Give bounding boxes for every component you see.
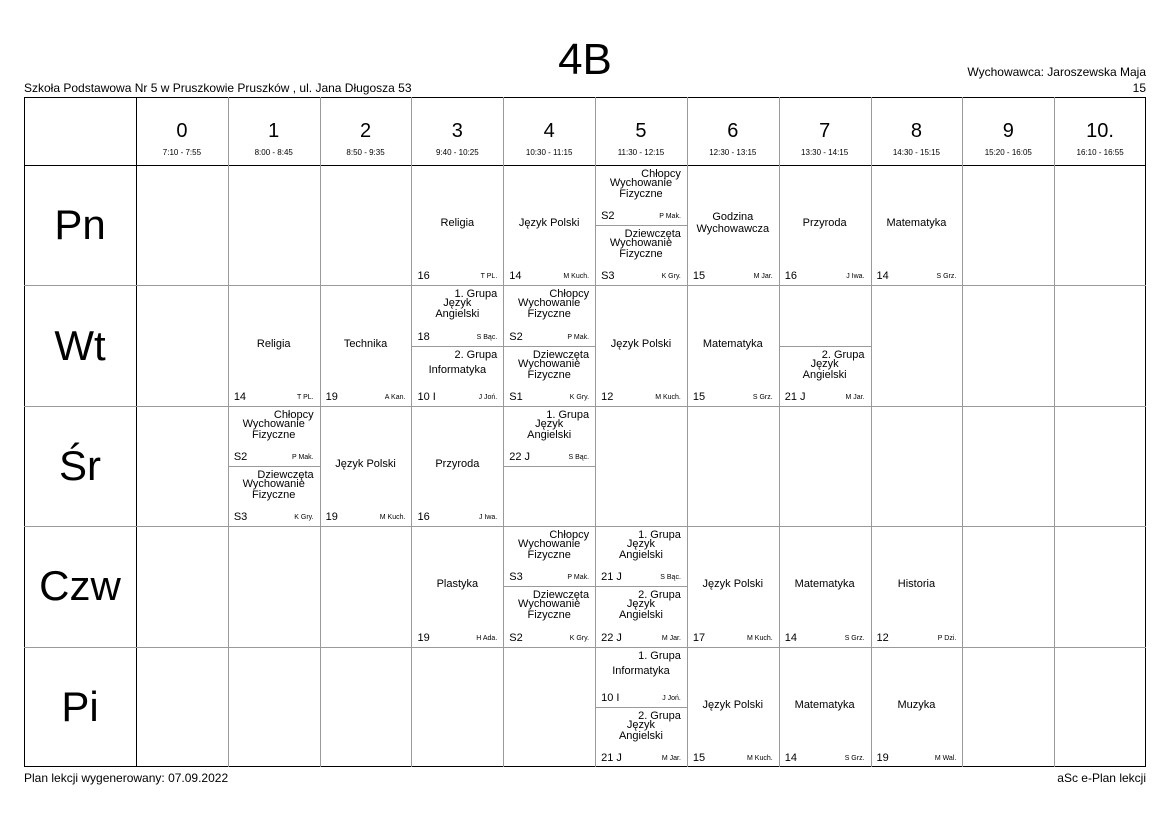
period-time: 13:30 - 14:15 — [801, 148, 849, 157]
lesson-subject: Przyroda — [435, 457, 480, 470]
lesson-teacher: J Iwa. — [846, 273, 865, 281]
period-header — [595, 97, 687, 165]
lesson-room: 12 — [876, 631, 889, 644]
period-time: 10:30 - 11:15 — [525, 148, 573, 157]
row-divider — [24, 647, 1146, 648]
lesson-teacher: P Mak. — [567, 574, 590, 582]
lesson-room: 14 — [784, 631, 797, 644]
lesson-group: 2. Grupa — [638, 709, 681, 722]
lesson-room: 21 J — [784, 390, 806, 403]
lesson-room: S3 — [601, 270, 615, 283]
period-time: 16:10 - 16:55 — [1076, 148, 1124, 157]
lesson-teacher: S Grz. — [752, 393, 773, 401]
lesson-room: S3 — [233, 511, 248, 524]
lesson-room: S1 — [509, 390, 523, 403]
lesson-part — [503, 165, 595, 285]
lesson-cell[interactable] — [779, 165, 871, 285]
period-time: 7:10 - 7:55 — [162, 148, 202, 157]
lesson-part — [503, 346, 595, 406]
lesson-subject: Język Angielski — [618, 538, 663, 562]
lesson-subject: Matematyka — [702, 337, 763, 350]
lesson-part — [871, 165, 963, 285]
lesson-teacher: M Kuch. — [747, 634, 773, 642]
lesson-group: 2. Grupa — [638, 589, 681, 602]
lesson-group: 1. Grupa — [638, 529, 681, 542]
lesson-teacher: S Bąc. — [660, 574, 681, 582]
lesson-cell[interactable] — [871, 165, 963, 285]
lesson-teacher: H Ada. — [476, 634, 498, 642]
lesson-teacher: T PL. — [480, 273, 498, 281]
lesson-cell[interactable] — [687, 165, 779, 285]
lesson-teacher: J Joń. — [478, 393, 498, 401]
day-column-divider — [136, 97, 137, 767]
lesson-part — [320, 406, 412, 526]
period-number: 7 — [819, 120, 831, 142]
lesson-teacher: S Grz. — [844, 634, 865, 642]
period-header — [687, 97, 779, 165]
lesson-teacher: M Jar. — [753, 273, 773, 281]
lesson-teacher: S Bąc. — [476, 333, 498, 341]
day-label: Czw — [39, 562, 121, 610]
lesson-part — [687, 526, 779, 646]
lesson-group: Dziewczęta — [624, 228, 681, 241]
period-header — [320, 97, 412, 165]
period-number: 3 — [451, 120, 463, 142]
lesson-teacher: M Kuch. — [379, 514, 406, 522]
lesson-cell[interactable] — [779, 647, 871, 767]
lesson-teacher: T PL. — [297, 393, 314, 401]
lesson-subject: Język Polski — [518, 217, 580, 230]
lesson-room: 19 — [417, 631, 430, 644]
lesson-part — [779, 165, 871, 285]
lesson-teacher: M Wal. — [934, 754, 957, 762]
lesson-room: 10 I — [601, 691, 620, 704]
period-header — [136, 97, 228, 165]
day-label: Wt — [54, 321, 106, 369]
lesson-teacher: P Mak. — [567, 333, 590, 341]
lesson-room: 19 — [325, 390, 338, 403]
lesson-subject: Wychowanie Fizyczne — [518, 297, 581, 321]
lesson-subject: Wychowanie Fizyczne — [609, 237, 673, 261]
lesson-group: 1. Grupa — [546, 408, 590, 421]
lesson-group: 1. Grupa — [638, 649, 681, 662]
period-time: 11:30 - 12:15 — [617, 148, 665, 157]
period-header — [411, 97, 503, 165]
lesson-teacher: M Kuch. — [563, 273, 590, 281]
lesson-cell[interactable] — [228, 406, 320, 526]
lesson-subject: Plastyka — [436, 578, 479, 591]
lesson-part — [411, 526, 503, 646]
lesson-cell[interactable] — [595, 526, 687, 646]
lesson-part — [595, 165, 687, 225]
lesson-room: 16 — [784, 270, 797, 283]
lesson-room: 22 J — [509, 450, 531, 463]
lesson-teacher: J Iwa. — [478, 514, 498, 522]
lesson-part — [687, 165, 779, 285]
lesson-subject: Religia — [256, 337, 291, 350]
lesson-teacher: S Grz. — [844, 754, 865, 762]
lesson-room: 21 J — [601, 751, 622, 764]
lesson-subject: Wychowanie Fizyczne — [242, 417, 305, 441]
lesson-part — [228, 406, 320, 466]
lesson-subject: Wychowanie Fizyczne — [518, 357, 581, 381]
lesson-teacher: K Gry. — [661, 273, 681, 281]
lesson-teacher: S Grz. — [936, 273, 957, 281]
lesson-room: S2 — [509, 330, 523, 343]
lesson-cell[interactable] — [779, 526, 871, 646]
lesson-room: 15 — [692, 390, 706, 403]
lesson-cell[interactable] — [503, 526, 595, 646]
lesson-cell[interactable] — [411, 526, 503, 646]
lesson-part — [779, 526, 871, 646]
lesson-room: 16 — [417, 270, 430, 283]
lesson-room: S3 — [509, 571, 523, 584]
lesson-teacher: P Dzi. — [937, 634, 957, 642]
lesson-subject: Informatyka — [612, 664, 670, 677]
software-credit: aSc e-Plan lekcji — [1057, 771, 1146, 785]
lesson-part — [320, 285, 412, 405]
lesson-subject: Matematyka — [886, 217, 947, 230]
lesson-subject: Język Angielski — [802, 357, 847, 381]
period-header — [962, 97, 1054, 165]
lesson-part — [595, 586, 687, 646]
school-name: Szkoła Podstawowa Nr 5 w Pruszkowie Pruszków , ul. Jana Długosza 53 — [24, 81, 412, 95]
lesson-part — [595, 285, 687, 405]
lesson-part — [687, 647, 779, 767]
lesson-cell[interactable] — [595, 165, 687, 285]
lesson-group: Dziewczęta — [257, 468, 314, 481]
lesson-room: 15 — [692, 270, 706, 283]
period-time: 14:30 - 15:15 — [892, 148, 941, 157]
period-number: 10. — [1086, 120, 1114, 142]
lesson-group: Dziewczęta — [532, 348, 590, 361]
lesson-teacher: S Bąc. — [568, 453, 590, 461]
generated-date: Plan lekcji wygenerowany: 07.09.2022 — [24, 771, 229, 785]
lesson-cell[interactable] — [871, 526, 963, 646]
lesson-group: 2. Grupa — [821, 348, 865, 361]
period-time: 8:00 - 8:45 — [254, 148, 293, 157]
lesson-cell[interactable] — [595, 285, 687, 405]
lesson-part — [411, 346, 503, 406]
lesson-subject: Matematyka — [794, 698, 855, 711]
lesson-teacher: M Kuch. — [655, 393, 681, 401]
lesson-part — [411, 285, 503, 345]
timetable-grid — [24, 97, 1146, 767]
lesson-part — [503, 586, 595, 646]
lesson-room: 10 I — [417, 390, 436, 403]
lesson-room: 15 — [692, 751, 706, 764]
period-time: 12:30 - 13:15 — [709, 148, 757, 157]
lesson-cell[interactable] — [595, 647, 687, 767]
lesson-teacher: M Jar. — [661, 634, 681, 642]
lesson-teacher: M Kuch. — [747, 754, 773, 762]
lesson-subject: Język Polski — [702, 698, 764, 711]
lesson-group: 1. Grupa — [454, 288, 498, 301]
lesson-subject: Język Polski — [335, 457, 396, 470]
lesson-cell[interactable] — [871, 647, 963, 767]
lesson-group: 2. Grupa — [454, 348, 498, 361]
lesson-group: Chłopcy — [641, 168, 681, 180]
lesson-cell[interactable] — [503, 406, 595, 526]
period-number: 6 — [727, 120, 739, 142]
lesson-teacher: J Joń. — [662, 694, 681, 702]
lesson-room: 12 — [601, 390, 614, 403]
lesson-cell[interactable] — [411, 165, 503, 285]
lesson-subject: Matematyka — [794, 578, 855, 591]
lesson-teacher: P Mak. — [291, 453, 314, 461]
lesson-subject: Wychowanie Fizyczne — [609, 177, 673, 200]
lesson-cell[interactable] — [687, 647, 779, 767]
lesson-part — [228, 285, 320, 405]
lesson-teacher: K Gry. — [569, 393, 590, 401]
lesson-group: Chłopcy — [273, 408, 314, 421]
lesson-room: 14 — [233, 390, 247, 403]
lesson-room: 21 J — [601, 571, 622, 584]
lesson-subject: Przyroda — [802, 217, 847, 230]
lesson-part — [503, 526, 595, 586]
lesson-part — [411, 406, 503, 526]
lesson-part — [687, 285, 779, 405]
period-time: 8:50 - 9:35 — [346, 148, 385, 157]
lesson-cell[interactable] — [411, 406, 503, 526]
period-time: 9:40 - 10:25 — [436, 148, 479, 157]
lesson-teacher: K Gry. — [294, 514, 314, 522]
lesson-room: S2 — [509, 631, 523, 644]
lesson-part — [595, 526, 687, 586]
lesson-cell[interactable] — [228, 285, 320, 405]
lesson-cell[interactable] — [320, 285, 412, 405]
lesson-room: 14 — [784, 751, 797, 764]
lesson-subject: Godzina Wychowawcza — [696, 211, 770, 236]
lesson-room: S2 — [601, 210, 615, 223]
lesson-room: 14 — [876, 270, 889, 283]
lesson-part — [503, 285, 595, 345]
lesson-part — [779, 346, 871, 406]
period-number: 5 — [635, 120, 647, 142]
lesson-part — [779, 647, 871, 767]
lesson-subject: Język Angielski — [435, 297, 480, 321]
period-number: 1 — [268, 120, 280, 142]
column-divider — [1054, 97, 1055, 767]
lesson-room: 17 — [692, 631, 706, 644]
lesson-subject: Wychowanie Fizyczne — [518, 598, 581, 622]
lesson-part — [595, 225, 687, 285]
lesson-room: 22 J — [601, 631, 622, 644]
period-header — [779, 97, 871, 165]
lesson-subject: Historia — [897, 578, 936, 591]
period-number: 4 — [543, 120, 555, 142]
period-number: 9 — [1002, 120, 1014, 142]
lesson-group: Chłopcy — [549, 529, 590, 542]
lesson-room: S2 — [233, 450, 248, 463]
day-label: Pi — [61, 682, 99, 730]
class-title: 4B — [558, 35, 612, 84]
lesson-part — [411, 165, 503, 285]
lesson-subject: Język Polski — [702, 578, 764, 591]
lesson-teacher: M Jar. — [845, 393, 865, 401]
lesson-room: 18 — [417, 330, 430, 343]
lesson-group: Chłopcy — [549, 288, 590, 301]
lesson-room: 14 — [509, 270, 522, 283]
lesson-subject: Wychowanie Fizyczne — [242, 477, 305, 501]
lesson-teacher: K Gry. — [569, 634, 590, 642]
lesson-part — [595, 707, 687, 767]
lesson-cell[interactable] — [687, 526, 779, 646]
day-label: Śr — [59, 441, 101, 489]
lesson-room: 19 — [876, 751, 889, 764]
lesson-subject: Język Angielski — [618, 598, 663, 622]
lesson-room: 16 — [417, 511, 430, 524]
lesson-teacher: M Jar. — [661, 754, 681, 762]
lesson-subject: Technika — [343, 337, 388, 350]
form-teacher-room: 15 — [1132, 81, 1146, 95]
lesson-cell[interactable] — [779, 285, 871, 405]
day-label: Pn — [54, 201, 106, 249]
lesson-part — [228, 466, 320, 526]
lesson-teacher: P Mak. — [659, 213, 681, 221]
form-teacher: Wychowawca: Jaroszewska Maja — [967, 65, 1146, 79]
lesson-teacher: A Kan. — [384, 393, 406, 401]
lesson-part — [871, 647, 963, 767]
lesson-part — [871, 526, 963, 646]
period-number: 2 — [359, 120, 372, 142]
lesson-cell[interactable] — [411, 285, 503, 405]
lesson-cell[interactable] — [503, 285, 595, 405]
lesson-room: 19 — [325, 511, 338, 524]
period-header — [1054, 97, 1146, 165]
period-time: 15:20 - 16:05 — [984, 148, 1032, 157]
period-header — [871, 97, 963, 165]
period-number: 0 — [176, 120, 188, 142]
period-header — [503, 97, 595, 165]
lesson-subject: Język Angielski — [618, 718, 663, 742]
lesson-subject: Język Polski — [610, 337, 672, 350]
lesson-group: Dziewczęta — [532, 589, 590, 602]
lesson-part — [503, 406, 595, 466]
column-divider — [962, 97, 963, 767]
lesson-part — [595, 647, 687, 707]
lesson-subject: Muzyka — [897, 698, 936, 711]
lesson-subject: Informatyka — [428, 363, 487, 376]
lesson-subject: Religia — [440, 217, 475, 230]
period-header — [228, 97, 320, 165]
lesson-subject: Wychowanie Fizyczne — [518, 538, 581, 562]
lesson-cell[interactable] — [320, 406, 412, 526]
period-number: 8 — [910, 120, 922, 142]
lesson-split-divider — [503, 466, 595, 467]
lesson-subject: Język Angielski — [527, 417, 572, 441]
lesson-cell[interactable] — [687, 285, 779, 405]
lesson-cell[interactable] — [503, 165, 595, 285]
